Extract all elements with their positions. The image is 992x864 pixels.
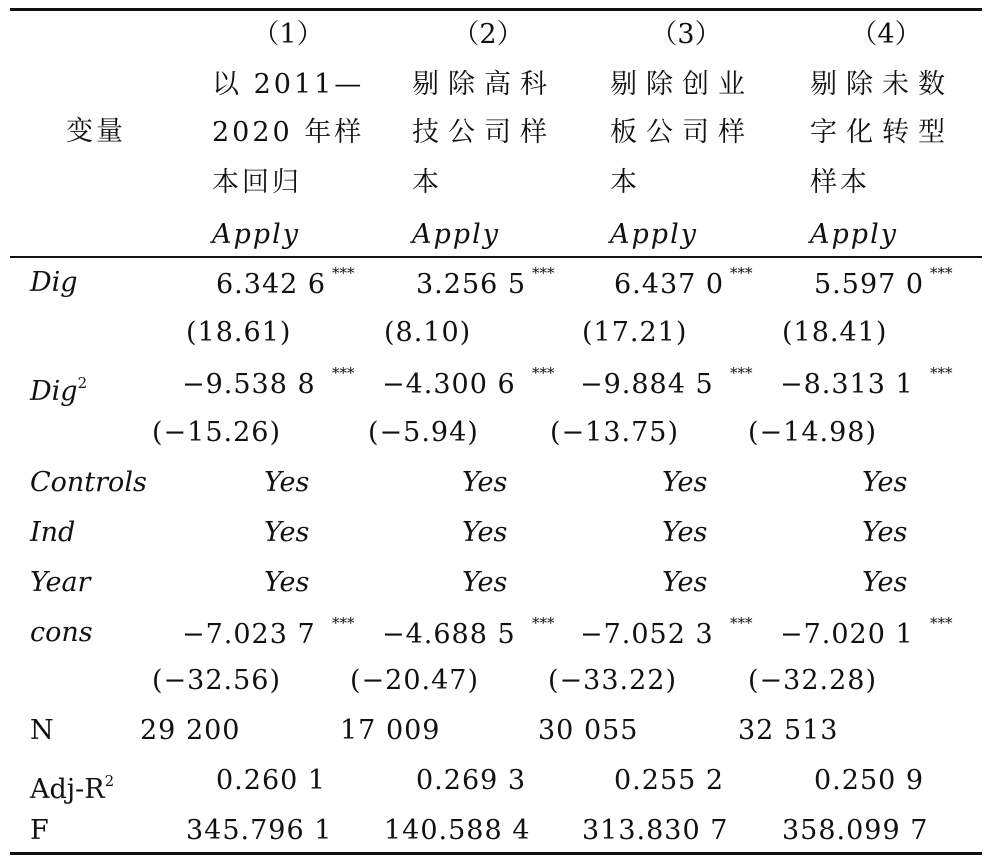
col-4-title-line-1: 剔除未数 [810, 69, 954, 100]
year-val-2: Yes [462, 567, 508, 598]
n-val-1: 29 200 [140, 715, 241, 746]
cons-t-3: (−33.22) [548, 665, 677, 696]
year-val-1: Yes [264, 567, 310, 598]
cons-t-2: (−20.47) [350, 665, 479, 696]
cons-stars-2: *** [532, 614, 555, 632]
dig2-stars-1: *** [332, 364, 355, 382]
f-val-1: 345.796 1 [186, 815, 333, 846]
col-2-title-line-3: 本 [412, 167, 442, 198]
adjr-label [30, 766, 114, 805]
dig-coef-1: 6.342 6 [216, 269, 327, 300]
dig2-t-3: (−13.75) [550, 417, 679, 448]
cons-coef-1: −7.023 7 [182, 619, 316, 650]
dig2-coef-4: −8.313 1 [780, 369, 914, 400]
col-3-dependent-var: Apply [610, 219, 698, 250]
n-val-2: 17 009 [340, 715, 441, 746]
dig2-coef-2: −4.300 6 [382, 369, 516, 400]
controls-val-4: Yes [862, 467, 908, 498]
cons-stars-1: *** [332, 614, 355, 632]
col-1-title-line-3: 本回归 [212, 167, 302, 198]
dig2-stars-4: *** [930, 364, 953, 382]
dig2-stars-2: *** [532, 364, 555, 382]
adjr-label-text: Adj-R [30, 774, 105, 805]
adjr-val-1: 0.260 1 [216, 765, 327, 796]
dig-stars-2: *** [532, 264, 555, 282]
controls-val-1: Yes [264, 467, 310, 498]
dig-coef-2: 3.256 5 [416, 269, 527, 300]
adjr-label-sup: 2 [104, 772, 115, 790]
col-1-number: （1） [252, 19, 324, 50]
adjr-val-3: 0.255 2 [614, 765, 725, 796]
col-1-title-line-2: 2020 年样 [212, 117, 365, 148]
dig-coef-3: 6.437 0 [614, 269, 725, 300]
dig-coef-4: 5.597 0 [814, 269, 925, 300]
dig-t-2: (8.10) [384, 317, 472, 348]
col-2-number: （2） [452, 19, 524, 50]
f-label: F [30, 815, 49, 846]
col-3-title-line-2: 板公司样 [610, 117, 754, 148]
dig-t-3: (17.21) [582, 317, 688, 348]
col-4-title-line-2: 字化转型 [810, 117, 954, 148]
col-2-title-line-2: 技公司样 [412, 117, 556, 148]
cons-t-1: (−32.56) [152, 665, 281, 696]
dig-stars-3: *** [730, 264, 753, 282]
col-4-number: （4） [850, 19, 922, 50]
dig2-coef-1: −9.538 8 [182, 369, 316, 400]
cons-stars-3: *** [730, 614, 753, 632]
header-rule [10, 256, 982, 258]
dig-label: Dig [30, 267, 78, 298]
cons-t-4: (−32.28) [748, 665, 877, 696]
dig2-label-sup: 2 [77, 374, 88, 392]
dig2-stars-3: *** [730, 364, 753, 382]
n-label: N [30, 715, 54, 746]
col-3-title-line-1: 剔除创业 [610, 69, 754, 100]
cons-label: cons [30, 617, 93, 648]
cons-coef-2: −4.688 5 [382, 619, 516, 650]
col-2-title-line-1: 剔除高科 [412, 69, 556, 100]
col-3-title-line-3: 本 [610, 167, 640, 198]
f-val-3: 313.830 7 [582, 815, 729, 846]
controls-val-2: Yes [462, 467, 508, 498]
year-val-4: Yes [862, 567, 908, 598]
bottom-rule [10, 852, 982, 855]
n-val-3: 30 055 [538, 715, 639, 746]
dig-t-1: (18.61) [186, 317, 292, 348]
col-3-number: （3） [650, 19, 722, 50]
col-2-dependent-var: Apply [412, 219, 500, 250]
dig-stars-4: *** [930, 264, 953, 282]
ind-label: Ind [30, 517, 76, 548]
ind-val-3: Yes [662, 517, 708, 548]
controls-label: Controls [30, 467, 147, 498]
controls-val-3: Yes [662, 467, 708, 498]
f-val-2: 140.588 4 [384, 815, 531, 846]
dig2-t-1: (−15.26) [152, 417, 281, 448]
dig2-t-2: (−5.94) [368, 417, 479, 448]
adjr-val-4: 0.250 9 [814, 765, 925, 796]
dig2-t-4: (−14.98) [748, 417, 877, 448]
dig2-label [30, 368, 87, 407]
col-4-title-line-3: 样本 [810, 167, 870, 198]
year-val-3: Yes [662, 567, 708, 598]
dig-t-4: (18.41) [782, 317, 888, 348]
dig-stars-1: *** [332, 264, 355, 282]
ind-val-1: Yes [264, 517, 310, 548]
cons-stars-4: *** [930, 614, 953, 632]
adjr-val-2: 0.269 3 [416, 765, 527, 796]
f-val-4: 358.099 7 [782, 815, 929, 846]
dig2-label-text: Dig [30, 376, 78, 407]
year-label: Year [30, 567, 91, 598]
row-label-header: 变量 [66, 116, 126, 147]
cons-coef-4: −7.020 1 [780, 619, 914, 650]
cons-coef-3: −7.052 3 [580, 619, 714, 650]
n-val-4: 32 513 [738, 715, 839, 746]
top-rule [10, 8, 982, 11]
dig2-coef-3: −9.884 5 [580, 369, 714, 400]
col-4-dependent-var: Apply [810, 219, 898, 250]
col-1-dependent-var: Apply [212, 219, 300, 250]
ind-val-4: Yes [862, 517, 908, 548]
ind-val-2: Yes [462, 517, 508, 548]
col-1-title-line-1: 以 2011— [212, 69, 365, 100]
